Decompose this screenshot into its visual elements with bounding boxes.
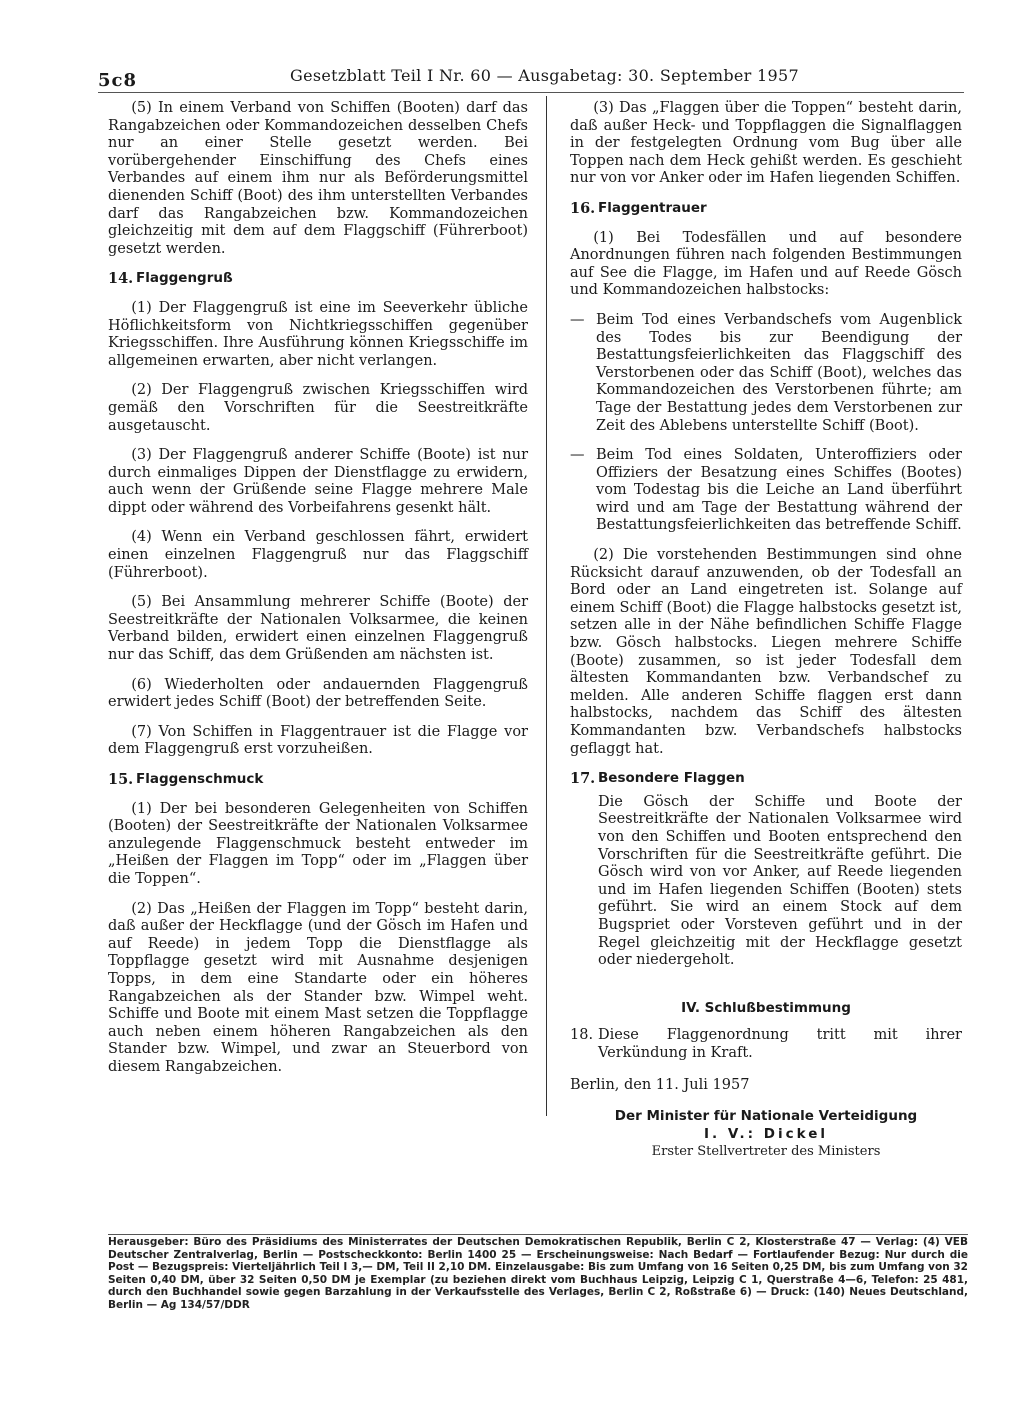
left-column: [108, 100, 528, 1089]
dash-item-text: Beim Tod eines Soldaten, Unteroffiziers oder Offiziers der Besatzung eines Schiffes (Bootes) vom Todestag bis die Leiche an Land überführt wird und am Tage der Bestattung während der Bestattungsfeierlichkeiten das betreffende Schiff.: [596, 447, 962, 534]
section-16-paragraph-2: (2) Die vorstehenden Bestimmungen sind ohne Rücksicht darauf anzuwenden, ob der Todesfall an Bord oder an Land eingetreten ist. Solange auf einem Schiff (Boot) die Flagge halbstocks gesetzt ist, setzen alle in der Nähe befindlichen Schiffe Flagge bzw. Gösch halbstocks. Liegen mehrere Schiffe (Boote) zusammen, so ist jeder Todesfall dem ältesten Kommandanten bzw. Verbandschef zu melden. Alle anderen Schiffe flaggen erst dann halbstocks, nachdem das Schiff des ältesten Kommandanten bzw. Verbandschefs halbstocks geflaggt hat.: [570, 547, 962, 757]
section-14-paragraph-3: (3) Der Flaggengruß anderer Schiffe (Boote) ist nur durch einmaliges Dippen der Dienstflagge zu erwidern, auch wenn der Grüßende seine Flagge mehrere Male dippt oder während des Vorbeifahrens gesenkt hält.: [108, 447, 528, 516]
section-14-paragraph-7: (7) Von Schiffen in Flaggentrauer ist die Flagge vor dem Flaggengruß erst vorzuheißen.: [108, 723, 528, 758]
section-14-paragraph-1: (1) Der Flaggengruß ist eine im Seeverkehr übliche Höflichkeitsform von Nichtkriegsschiffen gegenüber Kriegsschiffen. Ihre Ausführung können Kriegsschiffe im allgemeinen erwarten, aber nicht verlangen.: [108, 299, 528, 369]
signatory-role: Erster Stellvertreter des Ministers: [651, 1144, 881, 1160]
section-18-text: Diese Flaggenordnung tritt mit ihrer Verkündung in Kraft.: [598, 1027, 962, 1061]
section-15-paragraph-1: (1) Der bei besonderen Gelegenheiten von Schiffen (Booten) der Seestreitkräfte der Nationalen Volksarmee anzulegende Flaggenschmuck besteht entweder im „Heißen der Flaggen im Topp“ oder im „Flaggen über die Toppen“.: [108, 800, 528, 887]
section-number: 17.: [570, 770, 596, 788]
signatory-name: I. V.: Dickel: [703, 1125, 829, 1142]
section-16-paragraph-1: (1) Bei Todesfällen und auf besondere Anordnungen führen nach folgenden Bestimmungen auf See die Flagge, im Hafen und auf Reede Gösch und Kommandozeichen halbstocks:: [570, 229, 962, 299]
section-18: [570, 1027, 962, 1062]
section-15-paragraph-2: (2) Das „Heißen der Flaggen im Topp“ besteht darin, daß außer der Heckflagge (und der Gösch im Hafen und auf Reede) in jedem Topp die Dienstflagge als Toppflagge gesetzt wird mit Ausnahme desjenigen Topps, in dem eine Standarte oder ein höheres Rangabzeichen als der Stander bzw. Wimpel weht. Schiffe und Boote mit einem Mast setzen die Toppflagge auch neben einem höheren Rangabzeichen als den Stander bzw. Wimpel, und zwar an Steuerbord von diesem Rangabzeichen.: [108, 900, 528, 1075]
section-number: 15.: [108, 771, 134, 788]
section-14-paragraph-2: (2) Der Flaggengruß zwischen Kriegsschiffen wird gemäß den Vorschriften für die Seestreitkräfte ausgetauscht.: [108, 382, 528, 434]
header-rule: [98, 92, 964, 93]
dash-item: [570, 312, 962, 435]
section-15-heading: [108, 771, 528, 789]
section-15-paragraph-3: (3) Das „Flaggen über die Toppen“ besteht darin, daß außer Heck- und Toppflaggen die Signalflaggen in der festgelegten Ordnung vom Bug über alle Toppen nach dem Heck gehißt werden. Es geschieht nur von vor Anker oder im Hafen liegenden Schiffen.: [570, 100, 962, 187]
section-16-heading: [570, 200, 962, 218]
section-title: Besondere Flaggen: [598, 770, 745, 787]
dash-marker: —: [570, 447, 585, 464]
section-title: Flaggentrauer: [598, 199, 707, 216]
dash-item: [570, 447, 962, 535]
column-divider: [546, 96, 547, 1116]
signature-block: [570, 1108, 962, 1161]
running-head: Gesetzblatt Teil I Nr. 60 — Ausgabetag: 30. September 1957: [290, 66, 799, 85]
imprint-rule: [108, 1234, 968, 1235]
section-number: 18.: [570, 1027, 594, 1044]
section-17-body: Die Gösch der Schiffe und Boote der Seestreitkräfte der Nationalen Volksarmee wird von den Schiffen und Booten entsprechend den Vorschriften für die Seestreitkräfte geführt. Die Gösch wird von vor Anker, auf Reede liegenden und im Hafen liegenden Schiffen (Booten) stets geführt. Sie wird an einem Stock auf dem Bugspriet oder Vorsteven geführt und in der Regel gleichzeitig mit der Heckflagge gesetzt oder niedergeholt.: [598, 793, 962, 969]
section-14-paragraph-4: (4) Wenn ein Verband geschlossen fährt, erwidert einen einzelnen Flaggengruß nur das Flaggschiff (Führerboot).: [108, 529, 528, 581]
signatory-title: Der Minister für Nationale Verteidigung: [614, 1108, 918, 1125]
section-title: Flaggenschmuck: [136, 771, 264, 787]
section-title: Flaggengruß: [136, 270, 233, 287]
section-14-heading: [108, 270, 528, 288]
section-14-paragraph-6: (6) Wiederholten oder andauernden Flaggengruß erwidert jedes Schiff (Boot) der betreffenden Seite.: [108, 676, 528, 711]
place-and-date: Berlin, den 11. Juli 1957: [570, 1076, 750, 1093]
part-4-heading: IV. Schlußbestimmung: [681, 999, 851, 1016]
page-number: 5c8: [98, 70, 138, 91]
section-13-paragraph-5: (5) In einem Verband von Schiffen (Booten) darf das Rangabzeichen oder Kommandozeichen desselben Chefs nur an einer Stelle gesetzt werden. Bei vorübergehender Einschiffung des Chefs eines Verbandes auf einem ihm nur als Beförderungsmittel dienenden Schiff (Boot) des ihm unterstellten Verbandes darf das Rangabzeichen bzw. Kommandozeichen gleichzeitig mit dem auf dem Flaggschiff (Führerboot) gesetzt werden.: [108, 100, 528, 257]
right-column: [570, 100, 962, 1161]
dash-item-text: Beim Tod eines Verbandschefs vom Augenblick des Todes bis zur Beendigung der Bestattungsfeierlichkeiten das Flaggschiff des Verstorbenen oder das Schiff (Boot), welches das Kommandozeichen des Verstorbenen führte; am Tage der Bestattung jedes dem Verstorbenen zur Zeit des Ablebens unterstellte Schiff (Boot).: [596, 311, 962, 434]
dash-marker: —: [570, 311, 585, 328]
section-number: 14.: [108, 270, 134, 288]
section-14-paragraph-5: (5) Bei Ansammlung mehrerer Schiffe (Boote) der Seestreitkräfte der Nationalen Volksarmee, die keinen Verband bilden, erwidert einen einzelnen Flaggengruß nur das Schiff, das dem Grüßenden am nächsten ist.: [108, 594, 528, 664]
section-17-heading: [570, 770, 962, 788]
section-number: 16.: [570, 199, 596, 217]
publisher-imprint: Herausgeber: Büro des Präsidiums des Ministerrates der Deutschen Demokratischen Republik, Berlin C 2, Klosterstraße 47 — Verlag: (4) VEB Deutscher Zentralverlag, Berlin — Postscheckkonto: Berlin 1400 25 — Erscheinungsweise: Nach Bedarf — Fortlaufender Bezug: Nur durch die Post — Bezugspreis: Vierteljährlich Teil I 3,— DM, Teil II 2,10 DM. Einzelausgabe: Bis zum Umfang von 16 Seiten 0,25 DM, bis zum Umfang von 32 Seiten 0,40 DM, über 32 Seiten 0,50 DM je Exemplar (zu beziehen direkt vom Buchhaus Leipzig, Leipzig C 1, Querstraße 4—6, Telefon: 25 481, durch den Buchhandel sowie gegen Barzahlung in der Verkaufsstelle des Verlages, Berlin C 2, Roßstraße 6) — Druck: (140) Neues Deutschland, Berlin — Ag 134/57/DDR: [108, 1236, 968, 1311]
